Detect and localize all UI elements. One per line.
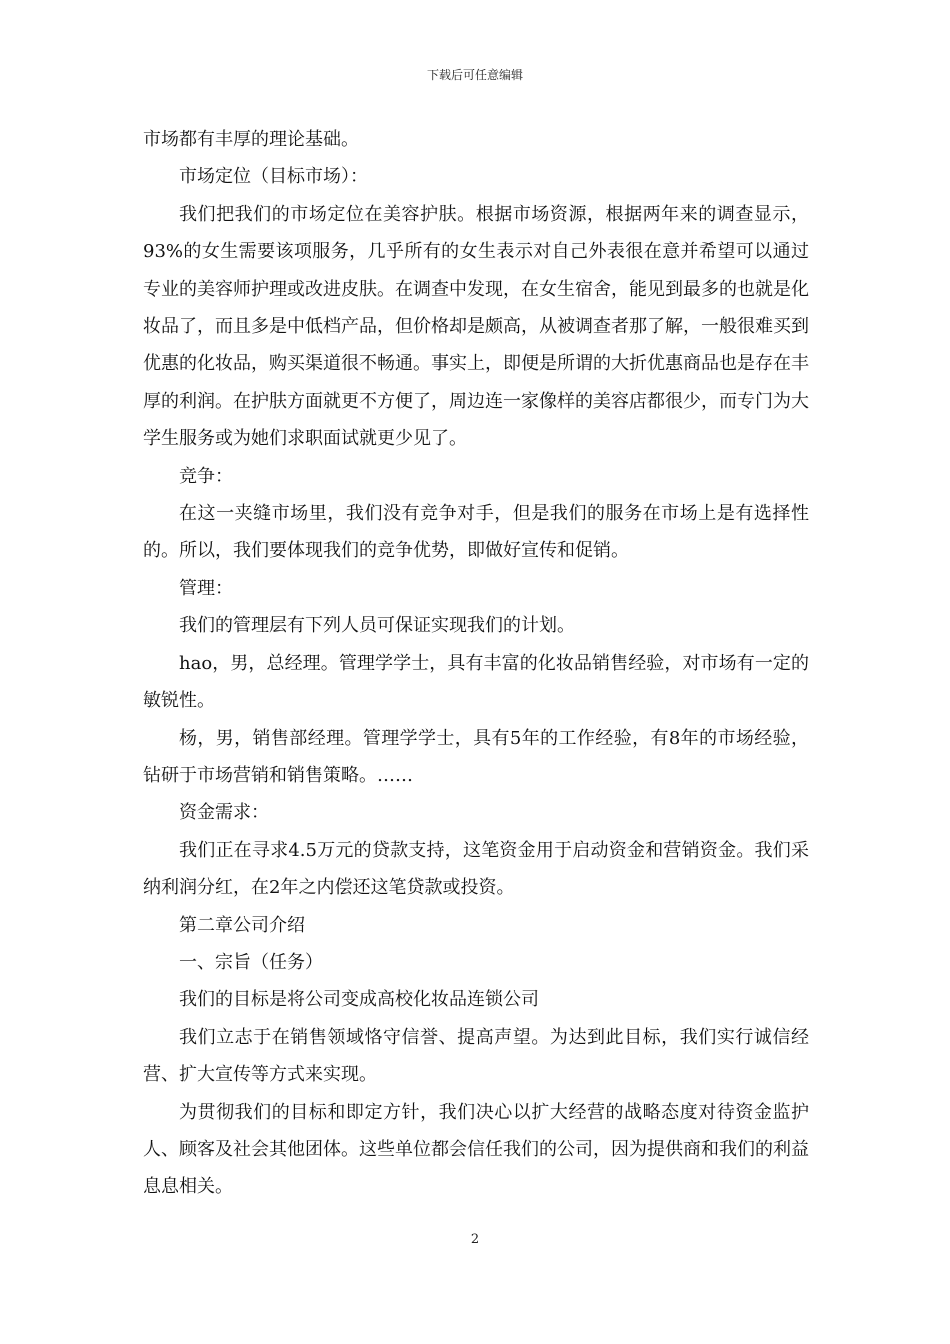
page-number: 2 bbox=[470, 1232, 480, 1247]
page-header: 下载后可任意编辑 bbox=[426, 68, 523, 82]
paragraph: 市场都有丰厚的理论基础。 bbox=[143, 129, 359, 150]
paragraph: 杨，男，销售部经理。管理学学士，具有5年的工作经验，有8年的市场经验，钻研于市场营销和销售策略。…… bbox=[143, 727, 809, 786]
paragraph: hao，男，总经理。管理学学士，具有丰富的化妆品销售经验，对市场有一定的敏锐性。 bbox=[143, 652, 809, 712]
paragraph: 我们把我们的市场定位在美容护肤。根据市场资源，根据两年来的调查显示，93%的女生需要该项服务，几乎所有的女生表示对自己外表很在意并希望可以通过专业的美容师护理或改进皮肤。在调查中发现，在女生宿舍，能见到最多的也就是化妆品了，而且多是中低档产品，但价格却是颇高，从被调查者那了解，一般很难买到优惠的化妆品，购买渠道很不畅通。事实上，即便是所谓的大折优惠商品也是存在丰厚的利润。在护肤方面就更不方便了，周边连一家像样的美容店都很少，而专门为大学生服务或为她们求职面试就更少见了。 bbox=[143, 203, 809, 450]
paragraph: 我们立志于在销售领域恪守信誉、提高声望。为达到此目标，我们实行诚信经营、扩大宣传等方式来实现。 bbox=[143, 1026, 809, 1086]
paragraph: 我们的管理层有下列人员可保证实现我们的计划。 bbox=[179, 615, 575, 637]
paragraph: 为贯彻我们的目标和即定方针，我们决心以扩大经营的战略态度对待资金监护人、顾客及社会其他团体。这些单位都会信任我们的公司，因为提供商和我们的利益息息相关。 bbox=[143, 1101, 809, 1198]
section-heading-funding: 资金需求： bbox=[179, 802, 269, 824]
chapter-heading: 第二章公司介绍 bbox=[179, 914, 305, 936]
document-body bbox=[143, 121, 809, 1206]
paragraph: 在这一夹缝市场里，我们没有竞争对手，但是我们的服务在市场上是有选择性的。所以，我们要体现我们的竞争优势，即做好宣传和促销。 bbox=[143, 503, 809, 562]
paragraph: 我们正在寻求4.5万元的贷款支持，这笔资金用于启动资金和营销资金。我们采纳利润分红，在2年之内偿还这笔贷款或投资。 bbox=[143, 839, 809, 899]
paragraph: 我们的目标是将公司变成高校化妆品连锁公司 bbox=[179, 989, 539, 1011]
section-heading-competition: 竞争： bbox=[179, 465, 233, 487]
subsection-heading: 一、宗旨（任务） bbox=[179, 951, 323, 973]
section-heading-market-positioning: 市场定位（目标市场）： bbox=[179, 166, 368, 188]
section-heading-management: 管理： bbox=[179, 577, 233, 599]
